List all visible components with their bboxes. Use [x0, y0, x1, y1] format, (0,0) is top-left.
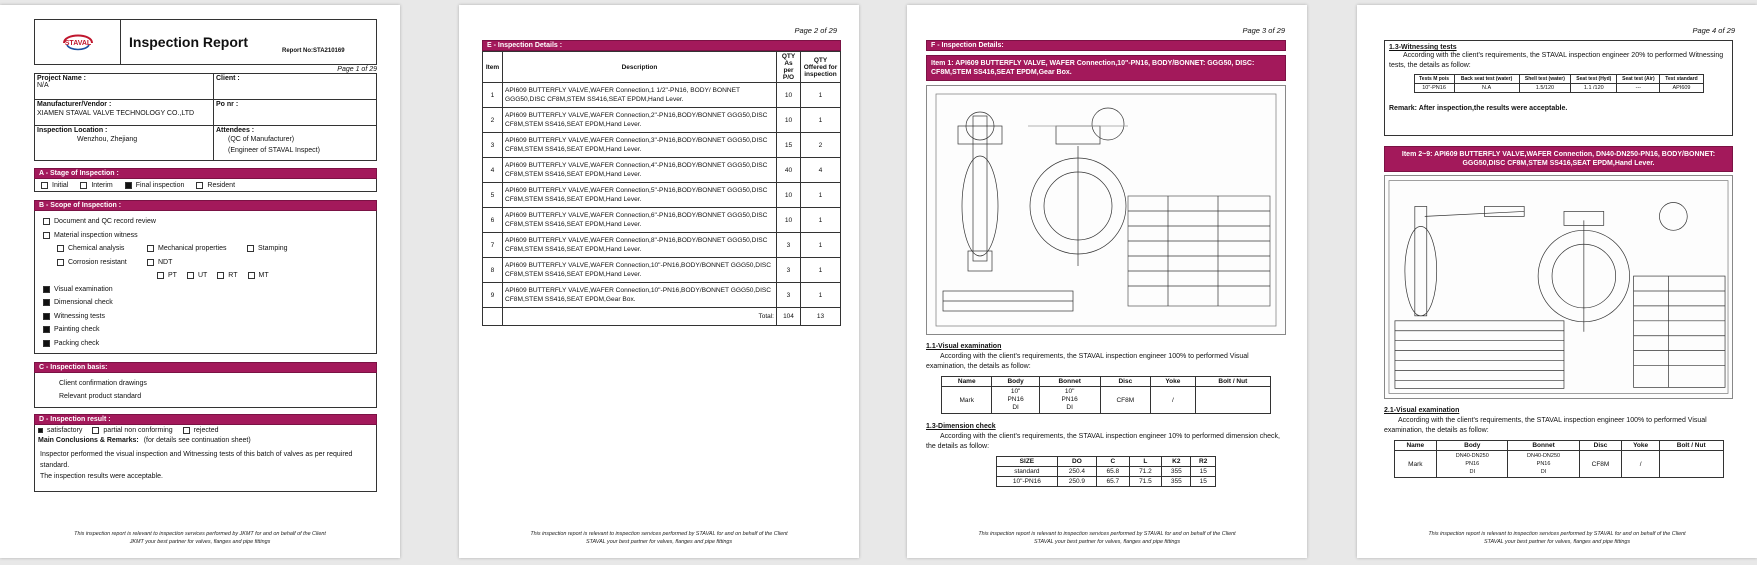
footer-line-1: This inspection report is relevant to inspection services performed by STAVAL for and on behalf of the Client — [530, 531, 788, 537]
mark-bolt — [1195, 387, 1270, 414]
scope-dimensional[interactable]: Dimensional check — [43, 296, 368, 310]
table-row — [483, 158, 841, 183]
footer-line-2: JKMT your best partner for valves, flanges and pipe fittings — [129, 539, 271, 545]
dimension-measured-row: 10"-PN16 250.9 65.7 71.5 355 15 — [997, 477, 1216, 487]
col-name: Name — [942, 377, 992, 387]
page-number: Page 3 of 29 — [1242, 26, 1285, 35]
mark-label: Mark — [942, 387, 992, 414]
checkbox-icon — [41, 182, 48, 189]
visual-mark-row: Mark DN40-DN250 PN16 DI DN40-DN250 PN16 DI CF8M / — [1394, 451, 1723, 478]
witness-block — [1384, 40, 1733, 136]
table-row — [483, 283, 841, 308]
scope-witnessing[interactable]: Witnessing tests — [43, 310, 368, 324]
mark-yoke: / — [1151, 387, 1196, 414]
result-block — [34, 425, 377, 492]
scope-packing[interactable]: Packing check — [43, 337, 368, 351]
table-row — [483, 83, 841, 108]
ndt-mt[interactable]: MT — [248, 269, 269, 283]
checkbox-checked-icon — [43, 326, 50, 333]
cell-desc: API609 BUTTERFLY VALVE,WAFER Connection,8"-PN16,BODY/BONNET GGG50,DISC CF8M,STEM SS416,SEAT EPDM,Hand Lever. — [503, 233, 777, 258]
mark-disc: CF8M — [1100, 387, 1150, 414]
cell-po: 10 — [777, 183, 801, 208]
footer-line-2: STAVAL your best partner for valves, flanges and pipe fittings — [1033, 539, 1181, 545]
dimension-table — [996, 456, 1216, 487]
table-row — [483, 258, 841, 283]
cell-po: 3 — [777, 283, 801, 308]
result-rejected[interactable]: rejected — [183, 427, 219, 434]
footer-line-2: STAVAL your best partner for valves, flanges and pipe fittings — [1483, 539, 1631, 545]
checkbox-icon — [147, 245, 154, 252]
dimension-standard-row: standard 250.4 65.8 71.2 355 15 — [997, 467, 1216, 477]
stage-resident[interactable]: Resident — [196, 182, 235, 189]
result-header: D - Inspection result : — [34, 414, 377, 425]
checkbox-checked-icon — [43, 313, 50, 320]
project-name-label: Project Name : — [37, 75, 87, 82]
checkbox-icon — [248, 272, 255, 279]
cell-desc: API609 BUTTERFLY VALVE,WAFER Connection,10"-PN16,BODY/BONNET GGG50,DISC CF8M,STEM SS416,SEAT EPDM,Hand Lever. — [503, 258, 777, 283]
visual-text: According with the client's requirements, the STAVAL inspection engineer 100% to performed Visual examination, the details as follow: — [926, 353, 1249, 370]
report-page-2 — [459, 5, 859, 558]
table-row — [483, 233, 841, 258]
result-partial[interactable]: partial non conforming — [92, 427, 172, 434]
table-row — [483, 133, 841, 158]
scope-document[interactable]: Document and QC record review — [43, 215, 368, 229]
cell-po: 10 — [777, 108, 801, 133]
conclusions-label: Main Conclusions & Remarks: — [38, 437, 139, 444]
visual-table — [1394, 440, 1724, 478]
scope-painting[interactable]: Painting check — [43, 323, 368, 337]
remark-text: Remark: After inspection,the results were acceptable. — [1389, 105, 1568, 112]
visual-table — [941, 376, 1271, 414]
cell-desc: API609 BUTTERFLY VALVE,WAFER Connection,1 1/2"-PN16, BODY/ BONNET GGG50,DISC CF8M,STEM SS416,SEAT EPDM,Hand Lever. — [503, 83, 777, 108]
witness-heading: 1.3-Witnessing tests — [1389, 44, 1457, 51]
cell-item: 3 — [483, 133, 503, 158]
mark-bonnet: 10" PN16 DI — [1039, 387, 1100, 414]
basis-header: C - Inspection basis: — [34, 362, 377, 373]
ndt-rt[interactable]: RT — [217, 269, 237, 283]
checkbox-icon — [147, 259, 154, 266]
ndt-ut[interactable]: UT — [187, 269, 207, 283]
col-item: Item — [483, 52, 503, 83]
vendor-value: XIAMEN STAVAL VALVE TECHNOLOGY CO.,LTD — [37, 110, 195, 117]
scope-header: B - Scope of Inspection : — [34, 200, 377, 211]
details-header: E - Inspection Details : — [482, 40, 841, 51]
page-footer — [907, 530, 1307, 546]
table-row — [483, 208, 841, 233]
stage-interim[interactable]: Interim — [80, 182, 112, 189]
scope-material[interactable]: Material inspection witness — [43, 229, 368, 243]
item-1-title: Item 1: API609 BUTTERFLY VALVE, WAFER Connection,10"-PN16, BODY/BONNET: GGG50, DISC: CF8M,STEM SS416,SEAT EPDM,Gear Box. — [926, 55, 1286, 81]
witness-data-row: 10"-PN16 N.A 1.5/120 1.1 /120 --- API609 — [1414, 84, 1703, 93]
attendee-engineer: (Engineer of STAVAL Inspect) — [228, 147, 320, 154]
cell-po: 15 — [777, 133, 801, 158]
item-2-9-title: Item 2~9: API609 BUTTERFLY VALVE,WAFER Connection, DN40-DN250-PN16, BODY/BONNET: GGG50,DISC CF8M,STEM SS416,SEAT EPDM,Hand Lever. — [1384, 146, 1733, 172]
cell-desc: API609 BUTTERFLY VALVE,WAFER Connection,10"-PN16,BODY/BONNET GGG50,DISC CF8M,STEM SS416,SEAT EPDM,Gear Box. — [503, 283, 777, 308]
butterfly-valve-lever-drawing-icon — [1385, 176, 1732, 398]
project-info-grid — [34, 73, 377, 161]
cell-off: 1 — [801, 283, 841, 308]
checkbox-icon — [196, 182, 203, 189]
witness-table — [1414, 74, 1704, 93]
cell-off: 1 — [801, 233, 841, 258]
col-description: Description — [503, 52, 777, 83]
valve-drawing — [1384, 175, 1733, 399]
checkbox-icon — [187, 272, 194, 279]
col-bonnet: Bonnet — [1039, 377, 1100, 387]
total-po: 104 — [777, 308, 801, 326]
table-row — [483, 183, 841, 208]
location-label: Inspection Location : — [37, 127, 108, 134]
cell-po: 10 — [777, 208, 801, 233]
staval-logo-icon — [58, 29, 98, 55]
cell-off: 2 — [801, 133, 841, 158]
visual-heading: 1.1-Visual examination — [926, 343, 1002, 350]
col-body: Body — [992, 377, 1039, 387]
stage-options — [34, 179, 377, 192]
page-footer — [1357, 530, 1757, 546]
cell-item: 5 — [483, 183, 503, 208]
report-page-4 — [1357, 5, 1757, 558]
witness-header-row: Tests M pois Back seat test (water) Shell test (water) Seat test (Hyd) Seat test (Air) Test standard — [1414, 75, 1703, 84]
checkbox-checked-icon — [43, 286, 50, 293]
scope-mechanical[interactable]: Mechanical properties — [147, 242, 247, 256]
checkbox-icon — [43, 232, 50, 239]
cell-desc: API609 BUTTERFLY VALVE,WAFER Connection,4"-PN16,BODY/BONNET GGG50,DISC CF8M,STEM SS416,SEAT EPDM,Hand Lever. — [503, 158, 777, 183]
report-number: Report No:STA210169 — [282, 48, 345, 54]
stage-header: A - Stage of Inspection : — [34, 168, 377, 179]
po-label: Po nr : — [216, 101, 239, 108]
basis-standard: Relevant product standard — [59, 393, 142, 400]
cell-item: 1 — [483, 83, 503, 108]
checkbox-checked-icon — [43, 299, 50, 306]
cell-desc: API609 BUTTERFLY VALVE,WAFER Connection,5"-PN16,BODY/BONNET GGG50,DISC CF8M,STEM SS416,SEAT EPDM,Hand Lever. — [503, 183, 777, 208]
visual-heading: 2.1-Visual examination — [1384, 407, 1460, 414]
checkbox-checked-icon — [125, 182, 132, 189]
cell-item: 7 — [483, 233, 503, 258]
scope-ndt[interactable]: NDT — [147, 256, 172, 270]
conclusions-note: (for details see continuation sheet) — [143, 437, 251, 444]
total-label: Total: — [503, 308, 777, 326]
report-page-1 — [0, 5, 400, 558]
cell-po: 3 — [777, 258, 801, 283]
cell-item: 4 — [483, 158, 503, 183]
footer-line-1: This inspection report is relevant to inspection services performed by STAVAL for and on behalf of the Client — [978, 531, 1236, 537]
scope-options — [34, 211, 377, 354]
svg-text:STAVAL: STAVAL — [64, 40, 91, 47]
checkbox-checked-icon — [38, 428, 43, 433]
company-logo — [35, 20, 121, 64]
page-number: Page 2 of 29 — [794, 26, 837, 35]
cell-off: 4 — [801, 158, 841, 183]
basis-list — [34, 373, 377, 408]
visual-text: According with the client's requirements, the STAVAL inspection engineer 100% to performed Visual examination, the details as follow: — [1384, 417, 1707, 434]
checkbox-icon — [157, 272, 164, 279]
checkbox-icon — [247, 245, 254, 252]
cell-off: 1 — [801, 208, 841, 233]
cell-po: 3 — [777, 233, 801, 258]
checkbox-icon — [92, 427, 99, 434]
col-yoke: Yoke — [1151, 377, 1196, 387]
cell-off: 1 — [801, 83, 841, 108]
cell-po: 40 — [777, 158, 801, 183]
checkbox-icon — [80, 182, 87, 189]
dimension-text: According with the client's requirements, the STAVAL inspection engineer 10% to performed dimension check, the details as follow: — [926, 433, 1280, 450]
attendees-label: Attendees : — [216, 127, 255, 134]
vendor-label: Manufacturer/Vendor : — [37, 101, 112, 108]
location-value: Wenzhou, Zhejiang — [77, 136, 138, 143]
cell-item: 8 — [483, 258, 503, 283]
footer-line-1: This inspection report is relevant to inspection services performed by STAVAL for and on behalf of the Client — [1428, 531, 1686, 537]
cell-item: 9 — [483, 283, 503, 308]
result-satisfactory[interactable]: satisfactory — [38, 427, 82, 434]
col-disc: Disc — [1100, 377, 1150, 387]
col-qty-po: QTY As per P/O — [777, 52, 801, 83]
cell-item: 2 — [483, 108, 503, 133]
cell-off: 1 — [801, 183, 841, 208]
footer-line-2: STAVAL your best partner for valves, flanges and pipe fittings — [585, 539, 733, 545]
header-block — [34, 19, 377, 492]
table-header-row — [483, 52, 841, 83]
checkbox-checked-icon — [43, 340, 50, 347]
checkbox-icon — [57, 245, 64, 252]
butterfly-valve-drawing-icon — [927, 86, 1285, 334]
page-footer — [459, 530, 859, 546]
col-bolt: Bolt / Nut — [1195, 377, 1270, 387]
col-qty-offered: QTY Offered for inspection — [801, 52, 841, 83]
report-page-3 — [907, 5, 1307, 558]
visual-header-row: Name Body Bonnet Disc Yoke Bolt / Nut — [1394, 441, 1723, 451]
basis-drawings: Client confirmation drawings — [59, 380, 147, 387]
client-label: Client : — [216, 75, 240, 82]
checkbox-icon — [43, 218, 50, 225]
ndt-pt[interactable]: PT — [157, 269, 177, 283]
scope-chemical[interactable]: Chemical analysis — [57, 242, 147, 256]
total-offered: 13 — [801, 308, 841, 326]
visual-header-row — [942, 377, 1271, 387]
cell-off: 1 — [801, 258, 841, 283]
cell-desc: API609 BUTTERFLY VALVE,WAFER Connection,2"-PN16,BODY/BONNET GGG50,DISC CF8M,STEM SS416,SEAT EPDM,Hand Lever. — [503, 108, 777, 133]
page-footer — [0, 530, 400, 546]
attendee-qc: (QC of Manufacturer) — [228, 136, 295, 143]
stage-initial[interactable]: Initial — [41, 182, 68, 189]
cell-po: 10 — [777, 83, 801, 108]
table-row — [483, 108, 841, 133]
witness-text: According with the client's requirements, the STAVAL inspection engineer 20% to performed Witnessing tests, the details as follow: — [1389, 52, 1724, 69]
cell-desc: API609 BUTTERFLY VALVE,WAFER Connection,3"-PN16,BODY/BONNET GGG50,DISC CF8M,STEM SS416,SEAT EPDM,Hand Lever. — [503, 133, 777, 158]
visual-mark-row — [942, 387, 1271, 414]
page-number: Page 4 of 29 — [1692, 26, 1735, 35]
mark-body: 10" PN16 DI — [992, 387, 1039, 414]
total-row — [483, 308, 841, 326]
page-number: Page 1 of 29 — [337, 66, 377, 73]
checkbox-icon — [57, 259, 64, 266]
checkbox-icon — [217, 272, 224, 279]
checkbox-icon — [183, 427, 190, 434]
cell-off: 1 — [801, 108, 841, 133]
footer-line-1: This inspection report is relevant to inspection services performed by JKMT for and on behalf of the Client — [74, 531, 326, 537]
conclusion-text-2: The inspection results were acceptable. — [40, 473, 163, 480]
valve-drawing — [926, 85, 1286, 335]
conclusion-text: Inspector performed the visual inspection and Witnessing tests of this batch of valves as per required standard. — [40, 451, 353, 469]
scope-visual[interactable]: Visual examination — [43, 283, 368, 297]
cell-desc: API609 BUTTERFLY VALVE,WAFER Connection,6"-PN16,BODY/BONNET GGG50,DISC CF8M,STEM SS416,SEAT EPDM,Hand Lever. — [503, 208, 777, 233]
project-name-value: N/A — [37, 82, 49, 89]
scope-corrosion[interactable]: Corrosion resistant — [57, 256, 147, 270]
details-table — [482, 51, 841, 326]
cell-item: 6 — [483, 208, 503, 233]
scope-stamping[interactable]: Stamping — [247, 242, 288, 256]
inspection-details-header: F - Inspection Details: — [926, 40, 1286, 51]
dimension-header-row: SIZE DO C L K2 R2 — [997, 457, 1216, 467]
report-title: Inspection Report — [129, 34, 249, 50]
stage-final[interactable]: Final inspection — [125, 182, 185, 189]
dimension-heading: 1.3-Dimension check — [926, 423, 996, 430]
